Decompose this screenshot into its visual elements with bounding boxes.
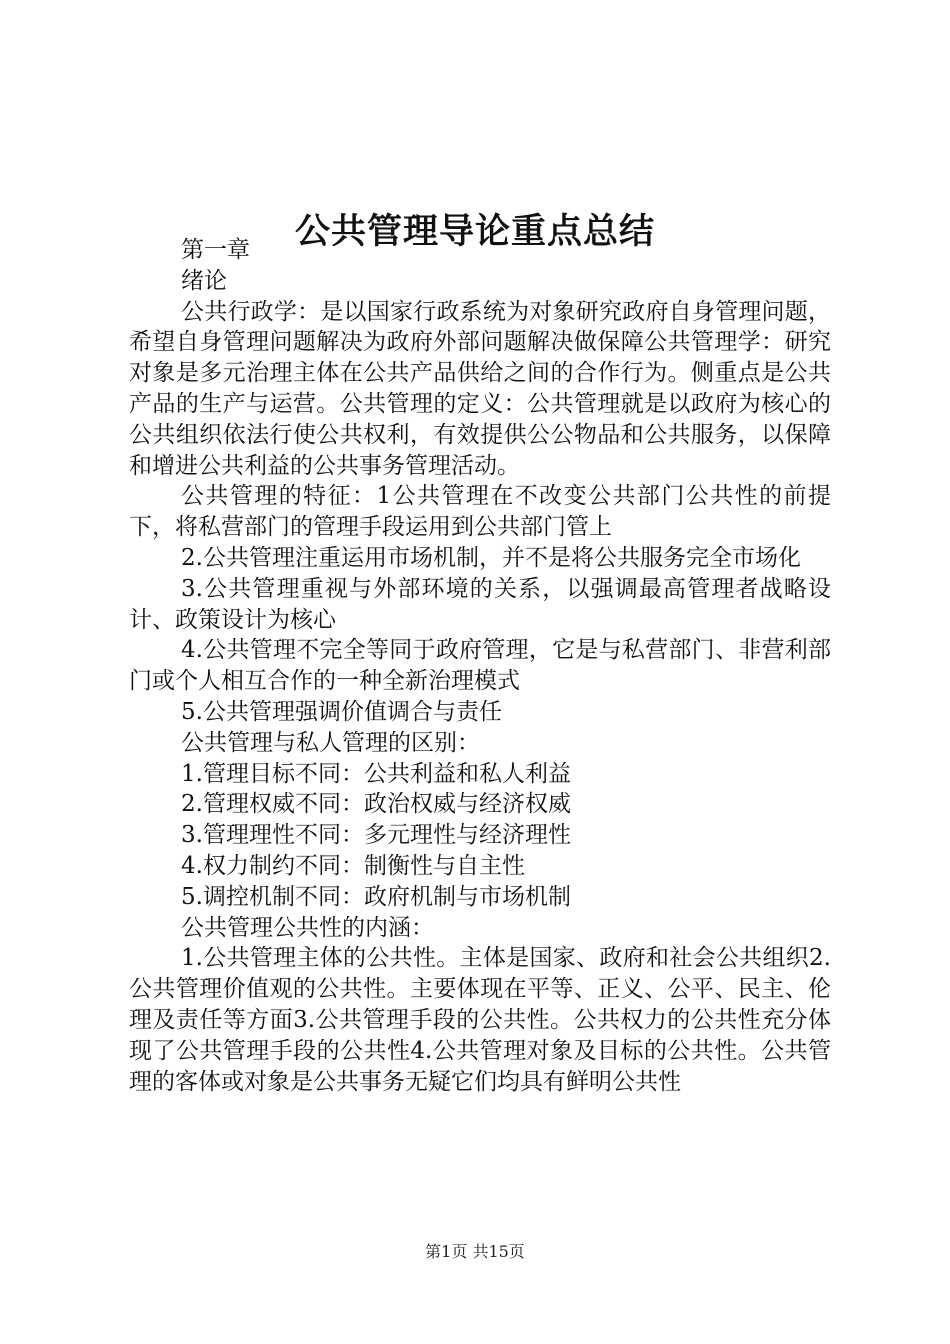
feature-item-2: 2.公共管理注重运用市场机制，并不是将公共服务完全市场化	[181, 544, 801, 571]
difference-item-2: 2.管理权威不同：政治权威与经济权威	[181, 791, 571, 818]
page-footer: 第1页 共15页	[425, 1242, 525, 1261]
differences-heading: 公共管理与私人管理的区别：	[181, 729, 480, 756]
difference-item-3: 3.管理理性不同：多元理性与经济理性	[181, 822, 571, 849]
document-body	[129, 235, 831, 1097]
paragraph-features: 公共管理的特征：1公共管理在不改变公共部门公共性的前提下，将私营部门的管理手段运用到公共部门管上	[129, 483, 831, 541]
paragraph-definitions: 公共行政学：是以国家行政系统为对象研究政府自身管理问题，希望自身管理问题解决为政府外部问题解决做保障公共管理学：研究对象是多元治理主体在公共产品供给之间的合作行为。侧重点是公共产品的生产与运营。公共管理的定义：公共管理就是以政府为核心的公共组织依法行使公共权利，有效提供公公物品和公共服务，以保障和增进公共利益的公共事务管理活动。	[129, 298, 831, 479]
chapter-title: 绪论	[181, 267, 227, 294]
difference-item-4: 4.权力制约不同：制衡性与自主性	[181, 852, 525, 879]
feature-item-4: 4.公共管理不完全等同于政府管理，它是与私营部门、非营利部门或个人相互合作的一种全新治理模式	[129, 637, 831, 695]
document-title: 公共管理导论重点总结	[294, 212, 655, 253]
publicness-heading: 公共管理公共性的内涵：	[181, 914, 434, 941]
publicness-paragraph: 1.公共管理主体的公共性。主体是国家、政府和社会公共组织2.公共管理价值观的公共性。主要体现在平等、正义、公平、民主、伦理及责任等方面3.公共管理手段的公共性。公共权力的公共性充分体现了公共管理手段的公共性4.公共管理对象及目标的公共性。公共管理的客体或对象是公共事务无疑它们均具有鲜明公共性	[129, 945, 831, 1095]
feature-item-5: 5.公共管理强调价值调合与责任	[181, 698, 502, 725]
difference-item-1: 1.管理目标不同：公共利益和私人利益	[181, 760, 571, 787]
feature-item-3: 3.公共管理重视与外部环境的关系，以强调最高管理者战略设计、政策设计为核心	[129, 575, 831, 633]
chapter-number: 第一章	[181, 237, 250, 263]
difference-item-5: 5.调控机制不同：政府机制与市场机制	[181, 883, 571, 910]
